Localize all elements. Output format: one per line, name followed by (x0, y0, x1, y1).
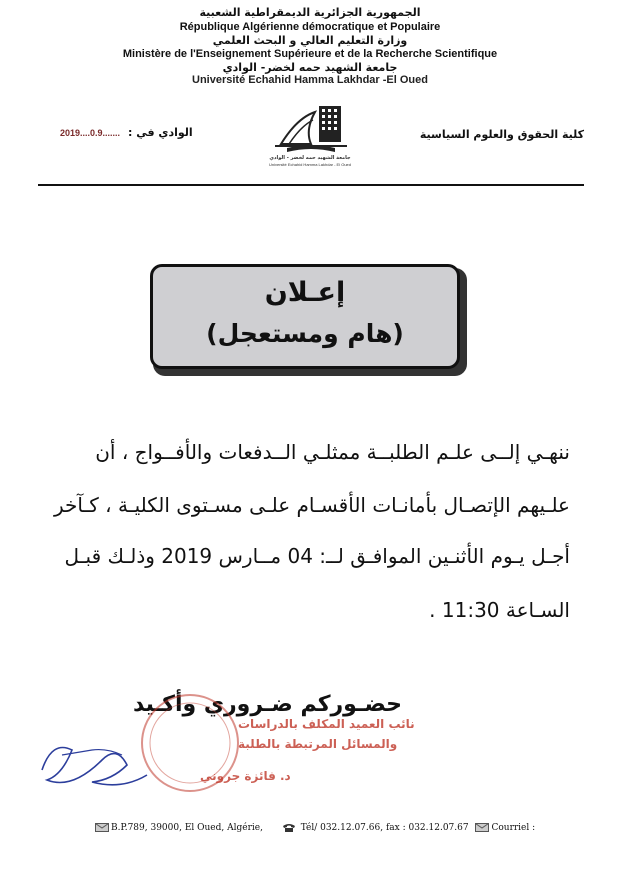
footer-address: B.P.789, 39000, El Oued, Algérie, (111, 823, 263, 833)
logo-caption-ar: جامعة الشهيد حمه لخضر - الوادي (269, 155, 351, 161)
stamp-text-3: د. فائزة جروني (200, 769, 291, 783)
faculty-name: كلية الحقوق والعلوم السياسية (419, 128, 584, 141)
stamp-text-2: والمسائل المرتبطة بالطلبة (238, 737, 398, 751)
body-line-3: أجـل يـوم الأثنـين الموافـق لــ: 04 مــارس 2019 وذلـك قبـل (64, 544, 570, 568)
body-line-2: علـيهم الإتصـال بأمانـات الأقسـام علـى مسـتوى الكليـة ، كـآخر (53, 493, 570, 517)
header-university-ar: جامعة الشهيد حمه لخضر- الوادي (222, 61, 398, 74)
date-label: الوادي في : (128, 126, 193, 139)
notice-subtitle: (هام ومستعجل) (206, 319, 404, 348)
header-divider (38, 184, 584, 186)
footer-phone-fax: Tél/ 032.12.07.66, fax : 032.12.07.67 (300, 823, 469, 833)
header-ministry-fr: Ministère de l'Enseignement Supérieure et de la Recherche Scientifique (122, 48, 498, 60)
footer (95, 823, 615, 833)
footer-email-label: Courriel : (491, 823, 536, 833)
header-ministry-ar: وزارة التعليم العالي و البحث العلمي (212, 34, 408, 47)
body-line-1: ننهـي إلــى علـم الطلبــة ممثلـي الــدفعات والأفــواج ، أن (95, 440, 570, 464)
stamp-text-1: نائب العميد المكلف بالدراسات (238, 717, 415, 731)
phone-icon (282, 823, 296, 832)
date-value: 2019....0.9....... (60, 128, 121, 138)
mail-icon (95, 823, 109, 832)
signature (32, 720, 152, 800)
logo-caption-fr: Université Echahid Hamma Lakhdar - El Oued (268, 162, 352, 167)
header-university-fr: Université Echahid Hamma Lakhdar -El Oued (192, 74, 428, 86)
header-republic-fr: République Algérienne démocratique et Populaire (179, 21, 441, 33)
notice-box (150, 264, 460, 369)
header-republic-ar: الجمهورية الجزائرية الديمقراطية الشعبية (199, 6, 421, 19)
email-icon (475, 823, 489, 832)
body-line-4: السـاعة 11:30 . (429, 598, 570, 622)
closing-statement: حضـوركم ضـروري وأكـيد (132, 692, 402, 717)
notice-title: إعـلان (264, 277, 346, 308)
